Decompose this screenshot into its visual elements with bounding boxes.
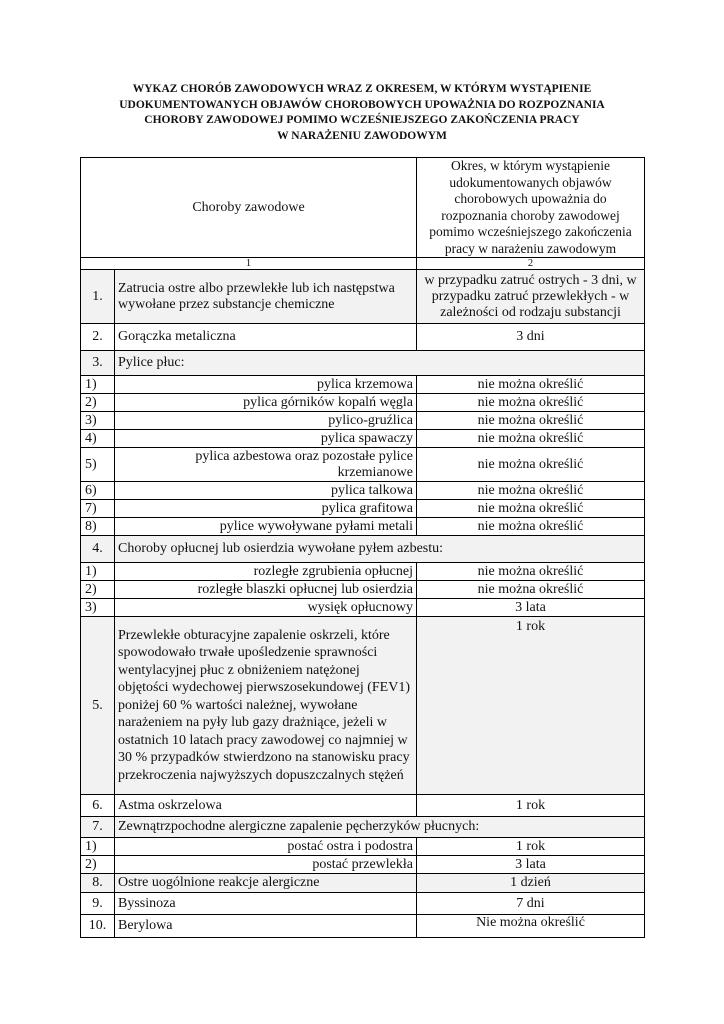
row-number: 3) (81, 599, 115, 617)
diseases-table (80, 157, 645, 938)
title-line: UDOKUMENTOWANYCH OBJAWÓW CHOROBOWYCH UPOWAŻNIA DO ROZPOZNANIA (119, 98, 605, 111)
row-number: 5. (81, 617, 115, 795)
row-number: 7) (81, 500, 115, 518)
row-number: 7. (81, 817, 115, 838)
table-row (81, 500, 645, 518)
row-period: 1 dzień (417, 874, 645, 893)
row-period: nie można określić (417, 482, 645, 500)
table-row (81, 482, 645, 500)
row-period: 1 rok (417, 617, 645, 795)
row-disease: pylice wywoływane pyłami metali (115, 518, 417, 536)
row-disease: postać przewlekła (115, 856, 417, 874)
table-header-row (81, 158, 645, 258)
row-period: 3 dni (417, 324, 645, 351)
row-period: w przypadku zatruć ostrych - 3 dni, w przypadku zatruć przewlekłych - w zależności od rodzaju substancji (417, 270, 645, 324)
row-period: 3 lata (417, 856, 645, 874)
row-disease: pylica spawaczy (115, 430, 417, 448)
row-number: 4. (81, 536, 115, 563)
table-row (81, 448, 645, 482)
row-number: 5) (81, 448, 115, 482)
row-number: 8) (81, 518, 115, 536)
table-row (81, 838, 645, 856)
table-row (81, 893, 645, 915)
row-period: nie można określić (417, 563, 645, 581)
table-row (81, 518, 645, 536)
row-disease: Zatrucia ostre albo przewlekłe lub ich następstwa wywołane przez substancje chemiczne (115, 270, 417, 324)
table-row (81, 563, 645, 581)
table-row (81, 795, 645, 817)
row-disease: postać ostra i podostra (115, 838, 417, 856)
header-period: Okres, w którym wystąpienie udokumentowanych objawów chorobowych upoważnia do rozpoznania choroby zawodowej pomimo wcześniejszego zakończenia pracy w narażeniu zawodowym (417, 158, 645, 258)
row-number: 1) (81, 838, 115, 856)
column-index-1: 1 (81, 258, 417, 270)
row-disease: Byssinoza (115, 893, 417, 915)
row-disease: Przewlekłe obturacyjne zapalenie oskrzeli, które spowodowało trwałe upośledzenie sprawności wentylacyjnej płuc z obniżeniem natężonej objętości wydechowej pierwszosekundowej (FEV1) poniżej 60 % wartości należnej, wywołane narażeniem na pyły lub gazy drażniące, jeżeli w ostatnich 10 latach pracy zawodowej co najmniej w 30 % przypadków stwierdzono na stanowisku pracy przekroczenia najwyższych dopuszczalnych stężeń (115, 617, 417, 795)
row-number: 6) (81, 482, 115, 500)
table-row (81, 617, 645, 795)
table-row (81, 324, 645, 351)
row-period: nie można określić (417, 430, 645, 448)
row-disease: rozległe zgrubienia opłucnej (115, 563, 417, 581)
row-number: 6. (81, 795, 115, 817)
row-period: nie można określić (417, 518, 645, 536)
row-disease: wysięk opłucnowy (115, 599, 417, 617)
row-period: 1 rok (417, 795, 645, 817)
row-disease: Astma oskrzelowa (115, 795, 417, 817)
row-disease: Zewnątrzpochodne alergiczne zapalenie pęcherzyków płucnych: (115, 817, 645, 838)
row-disease: Berylowa (115, 915, 417, 938)
row-number: 2. (81, 324, 115, 351)
row-number: 3. (81, 351, 115, 376)
table-row (81, 536, 645, 563)
row-number: 1) (81, 563, 115, 581)
table-row (81, 270, 645, 324)
row-period: 7 dni (417, 893, 645, 915)
row-period: nie można określić (417, 500, 645, 518)
row-disease: pylica grafitowa (115, 500, 417, 518)
row-number: 1) (81, 376, 115, 394)
row-period: nie można określić (417, 448, 645, 482)
row-disease: Choroby opłucnej lub osierdzia wywołane pyłem azbestu: (115, 536, 645, 563)
table-row (81, 874, 645, 893)
row-period: nie można określić (417, 376, 645, 394)
row-period: nie można określić (417, 581, 645, 599)
row-number: 3) (81, 412, 115, 430)
table-row (81, 581, 645, 599)
table-row (81, 856, 645, 874)
table-row (81, 599, 645, 617)
row-disease: pylica azbestowa oraz pozostałe pylice krzemianowe (115, 448, 417, 482)
row-period: 3 lata (417, 599, 645, 617)
row-disease: Ostre uogólnione reakcje alergiczne (115, 874, 417, 893)
title-line: W NARAŻENIU ZAWODOWYM (277, 129, 447, 142)
row-disease: pylica talkowa (115, 482, 417, 500)
row-period: nie można określić (417, 394, 645, 412)
row-number: 2) (81, 856, 115, 874)
row-disease: Pylice płuc: (115, 351, 645, 376)
document-title (80, 82, 644, 144)
row-number: 9. (81, 893, 115, 915)
table-row (81, 412, 645, 430)
row-period: Nie można określić (417, 915, 645, 938)
table-row (81, 394, 645, 412)
column-index-2: 2 (417, 258, 645, 270)
row-disease: pylica górników kopalń węgla (115, 394, 417, 412)
row-number: 1. (81, 270, 115, 324)
table-row (81, 915, 645, 938)
title-line: WYKAZ CHORÓB ZAWODOWYCH WRAZ Z OKRESEM, W KTÓRYM WYSTĄPIENIE (132, 83, 592, 95)
table-row (81, 817, 645, 838)
row-period: 1 rok (417, 838, 645, 856)
row-period: nie można określić (417, 412, 645, 430)
header-diseases: Choroby zawodowe (81, 158, 417, 258)
row-disease: Gorączka metaliczna (115, 324, 417, 351)
row-disease: pylico-gruźlica (115, 412, 417, 430)
row-number: 4) (81, 430, 115, 448)
row-disease: rozległe blaszki opłucnej lub osierdzia (115, 581, 417, 599)
row-number: 2) (81, 581, 115, 599)
table-row (81, 376, 645, 394)
title-line: CHOROBY ZAWODOWEJ POMIMO WCZEŚNIEJSZEGO ZAKOŃCZENIA PRACY (144, 114, 580, 126)
row-disease: pylica krzemowa (115, 376, 417, 394)
row-number: 2) (81, 394, 115, 412)
row-number: 8. (81, 874, 115, 893)
table-row (81, 351, 645, 376)
column-index-row (81, 258, 645, 270)
table-row (81, 430, 645, 448)
row-number: 10. (81, 915, 115, 938)
